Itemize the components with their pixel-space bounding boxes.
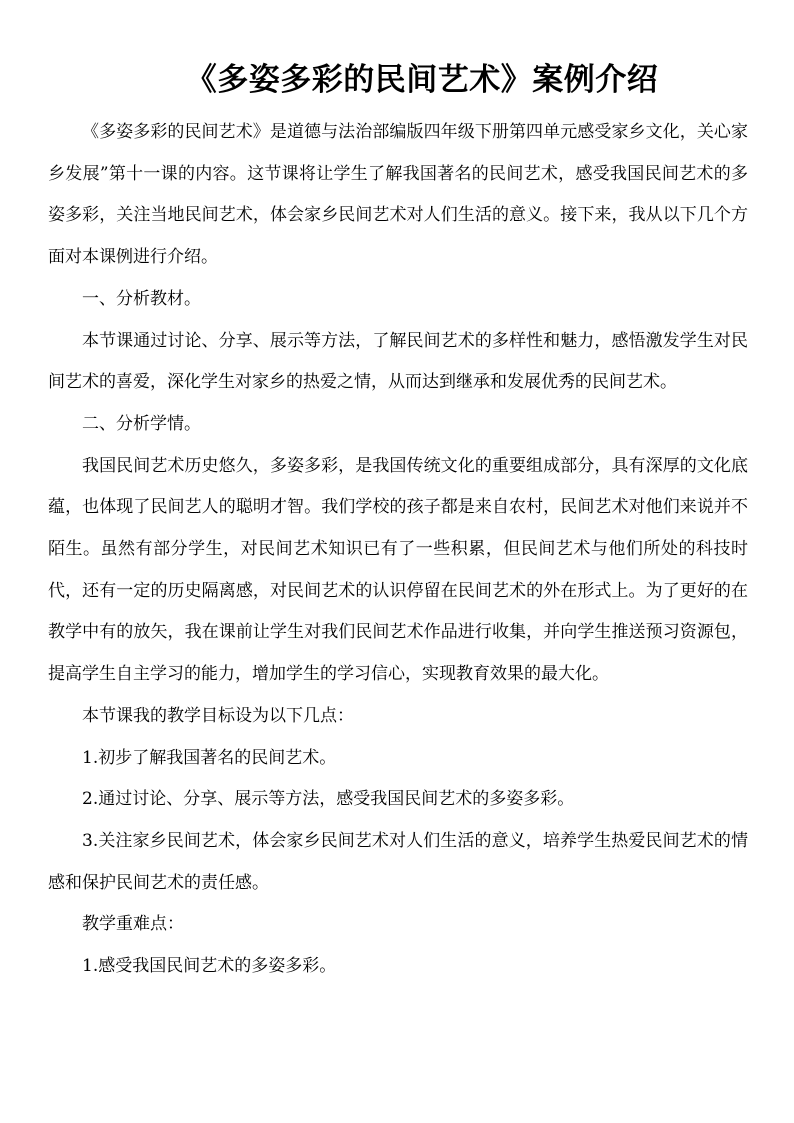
list-item-key-point-1: 1.感受我国民间艺术的多姿多彩。 (82, 956, 337, 977)
paragraph-goals-intro: 本节课我的教学目标设为以下几点： (82, 705, 354, 726)
list-item-goal-1: 1.初步了解我国著名的民间艺术。 (82, 747, 337, 768)
heading-analyze-students: 二、分析学情。 (82, 413, 201, 434)
document-title: 《多姿多彩的民间艺术》案例介绍 (185, 62, 659, 98)
heading-key-points: 教学重难点： (82, 914, 184, 935)
paragraph-intro: 《多姿多彩的民间艺术》是道德与法治部编版四年级下册第四单元感受家乡文化，关心家乡发展”第十一课的内容。这节课将让学生了解我国著名的民间艺术，感受我国民间艺术的多姿多彩，关注当地民间艺术，体会家乡民间艺术对人们生活的意义。接下来，我从以下几个方面对本课例进行介绍。 (48, 122, 748, 268)
heading-analyze-textbook: 一、分析教材。 (82, 288, 201, 309)
paragraph-textbook-analysis: 本节课通过讨论、分享、展示等方法，了解民间艺术的多样性和魅力，感悟激发学生对民间艺术的喜爱，深化学生对家乡的热爱之情，从而达到继承和发展优秀的民间艺术。 (48, 330, 748, 393)
document-body (48, 112, 748, 988)
list-item-goal-3: 3.关注家乡民间艺术，体会家乡民间艺术对人们生活的意义，培养学生热爱民间艺术的情感和保护民间艺术的责任感。 (48, 830, 748, 893)
list-item-goal-2: 2.通过讨论、分享、展示等方法，感受我国民间艺术的多姿多彩。 (82, 789, 575, 810)
paragraph-student-analysis: 我国民间艺术历史悠久，多姿多彩，是我国传统文化的重要组成部分，具有深厚的文化底蕴，也体现了民间艺人的聪明才智。我们学校的孩子都是来自农村，民间艺术对他们来说并不陌生。虽然有部分学生，对民间艺术知识已有了一些积累，但民间艺术与他们所处的科技时代，还有一定的历史隔离感，对民间艺术的认识停留在民间艺术的外在形式上。为了更好的在教学中有的放矢，我在课前让学生对我们民间艺术作品进行收集，并向学生推送预习资源包，提高学生自主学习的能力，增加学生的学习信心，实现教育效果的最大化。 (48, 455, 748, 685)
